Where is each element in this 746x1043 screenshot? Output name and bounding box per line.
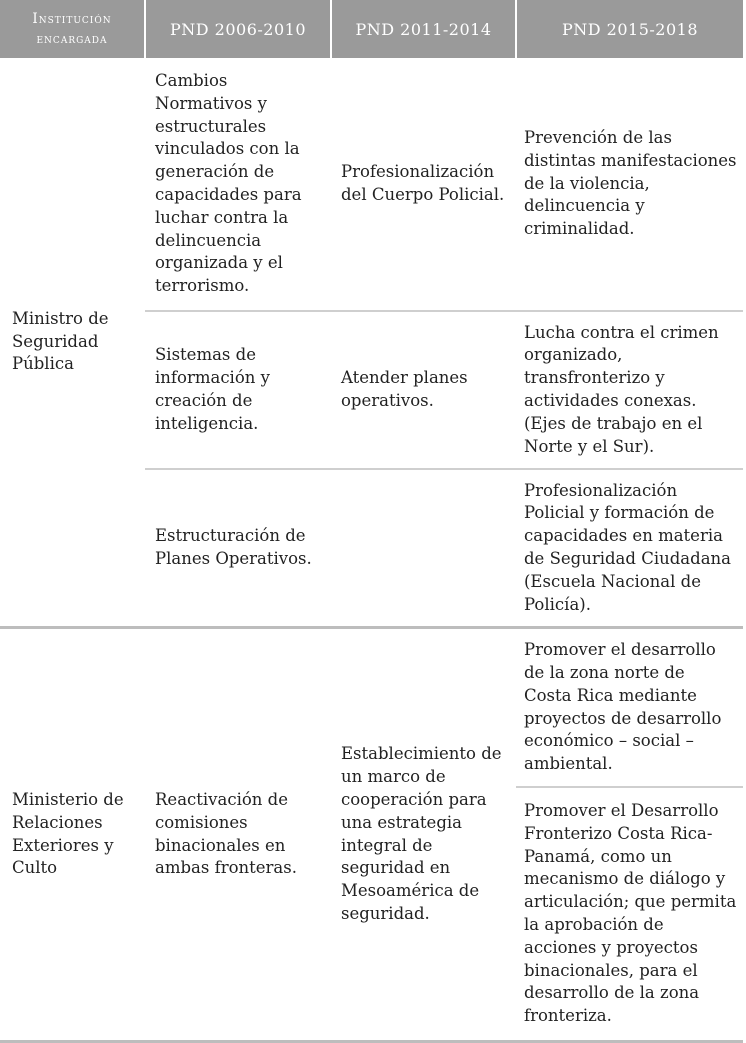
header-pnd-2011-2014: PND 2011-2014 [331, 0, 516, 58]
header-pnd-2006-2010: PND 2006-2010 [145, 0, 331, 58]
pnd-2015-cell: Promover el Desarrollo Fronterizo Costa Rica-Panamá, como un mecanismo de diálogo y articulación; que permita la aprobación de acciones y proyectos binacionales, para el desarrollo de la zona fronteriza. [516, 787, 743, 1040]
table-row [0, 58, 743, 311]
pnd-2011-cell: Profesionalización del Cuerpo Policial. [341, 162, 505, 204]
pnd-2006-cell: Sistemas de información y creación de inteligencia. [145, 311, 331, 469]
pnd-2015-cell: Prevención de las distintas manifestaciones de la violencia, delincuencia y criminalidad. [524, 128, 737, 239]
pnd-2015-cell: Promover el desarrollo de la zona norte de Costa Rica mediante proyectos de desarrollo económico – social – ambiental. [516, 628, 743, 788]
institution-cell: Ministro de Seguridad Pública [12, 308, 109, 374]
pnd-2011-cell: Atender planes operativos. [331, 311, 516, 469]
pnd-2006-cell: Reactivación de comisiones binacionales en ambas fronteras. [145, 628, 331, 1041]
header-institution: Institución encargada [0, 0, 145, 58]
institution-cell: Ministerio de Relaciones Exteriores y Culto [0, 628, 145, 1041]
pnd-2006-cell: Cambios Normativos y estructurales vinculados con la generación de capacidades para luchar contra la delincuencia organizada y el terrorismo. [155, 71, 302, 296]
table-row [0, 628, 743, 788]
pnd-2015-cell: Lucha contra el crimen organizado, transfronterizo y actividades conexas. (Ejes de trabajo en el Norte y el Sur). [516, 311, 743, 469]
pnd-2015-cell: Profesionalización Policial y formación de capacidades en materia de Seguridad Ciudadana (Escuela Nacional de Policía). [516, 469, 743, 628]
pnd-2006-cell: Estructuración de Planes Operativos. [145, 469, 331, 628]
table-header-row [0, 0, 743, 58]
pnd-2011-cell [331, 469, 516, 628]
pnd-2011-cell: Establecimiento de un marco de cooperación para una estrategia integral de seguridad en Mesoamérica de seguridad. [331, 628, 516, 1041]
header-pnd-2015-2018: PND 2015-2018 [516, 0, 743, 58]
